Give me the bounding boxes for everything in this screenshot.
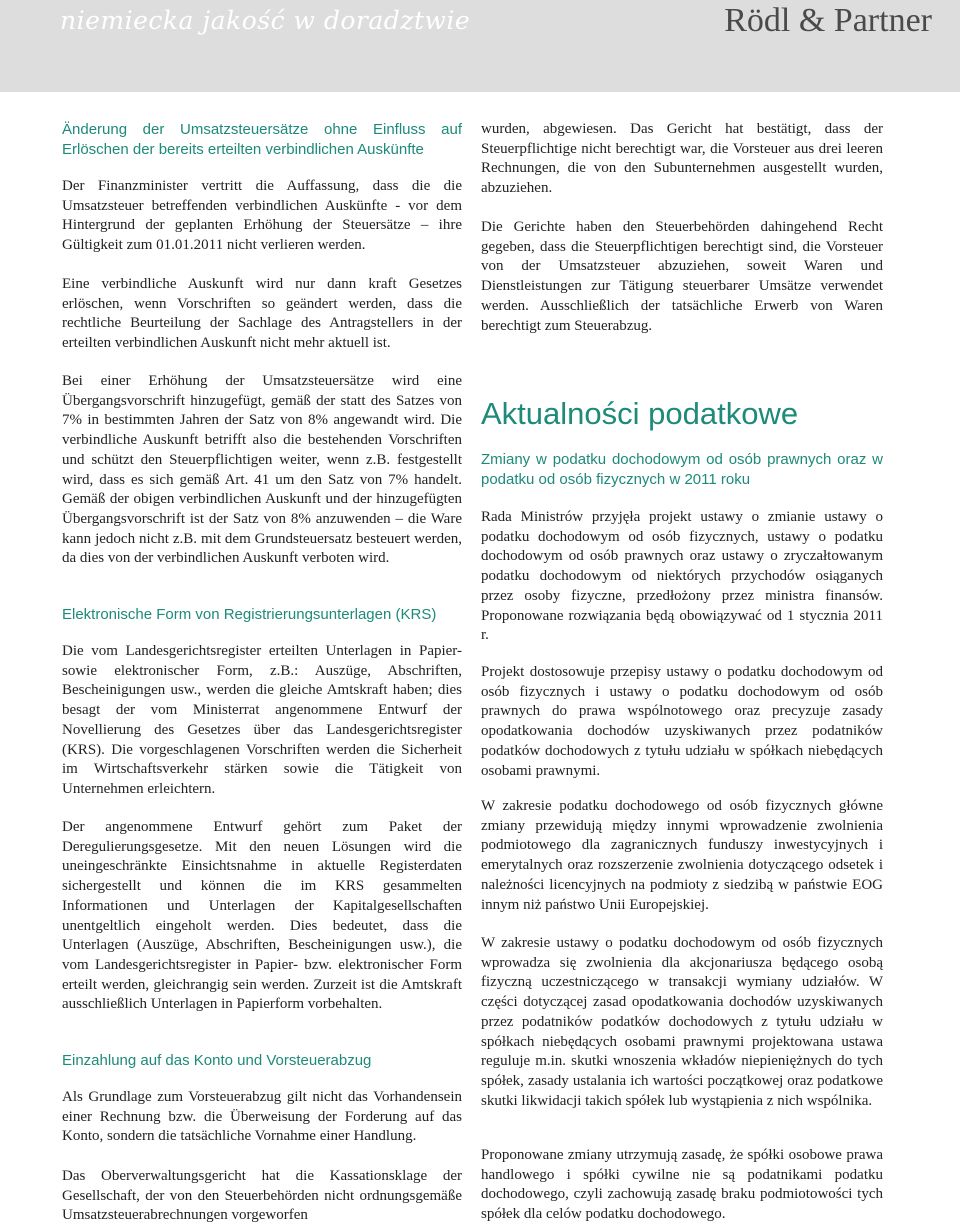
paragraph: Das Oberverwaltungsgericht hat die Kassationsklage der Gesellschaft, der von den Steuerbehörden nicht ordnungsgemäße Umsatzsteuerabrechnungen vorgeworfen bbox=[62, 1168, 462, 1224]
section-heading-input-tax: Einzahlung auf das Konto und Vorsteuerabzug bbox=[62, 1052, 372, 1069]
header-tagline: niemiecka jakość w doradztwie bbox=[60, 6, 471, 35]
page-header bbox=[0, 0, 960, 92]
paragraph: Die vom Landesgerichtsregister erteilten Unterlagen in Papier- sowie elektronischer Form, z.B.: Auszüge, Abschriften, Bescheinigungen usw., werden die gleiche Amtskraft haben; dies besagt der vom Ministerrat angenommene Entwurf der Novellierung des Gesetzes über das Landesgerichtsregister (KRS). Die vorgeschlagenen Vorschriften werden die Sicherheit im Wirtschaftsverkehr stärken sowie die Tätigkeit von Unternehmen erleichtern. bbox=[62, 643, 462, 797]
paragraph: Die Gerichte haben den Steuerbehörden dahingehend Recht gegeben, dass die Steuerpflichtigen berechtigt sind, die Vorsteuer von der Umsatzsteuer abzuziehen, soweit Waren und Dienstleistungen zur Tätigung steuerbarer Umsätze verwendet werden. Ausschließlich der tatsächliche Erwerb von Waren berechtigt zum Steuerabzug. bbox=[481, 219, 883, 334]
paragraph: W zakresie ustawy o podatku dochodowym od osób fizycznych wprowadza się zwolnienia dla akcjonariusza będącego osobą fizyczną uczestniczącego w transakcji wymiany udziałów. W części dotyczącej zasad opodatkowania dochodów uzyskiwanych przez podatników podatków dochodowych z tytułu udziału w spółkach niebędących osobami prawnymi projektowana ustawa reguluje m.in. skutki wnoszenia wkładów niepieniężnych do tych spółek, zasady ustalania ich wartości początkowej oraz podatkowe skutki likwidacji takich spółek lub wystąpienia z nich wspólnika. bbox=[481, 935, 883, 1109]
section-heading-vat-rates: Änderung der Umsatzsteuersätze ohne Einfluss auf Erlöschen der bereits erteilten verbindlichen Auskünfte bbox=[62, 121, 462, 158]
paragraph: Der angenommene Entwurf gehört zum Paket der Deregulierungsgesetze. Mit den neuen Lösungen wird die uneingeschränkte Einsichtsnahme in aktuelle Registerdaten sichergestellt und können die im KRS gesammelten Informationen und Unterlagen der Kapitalgesellschaften unentgeltlich eingeholt werden. Dies bedeutet, dass die Unterlagen (Auszüge, Abschriften, Bescheinigungen usw.), die vom Landesgerichtsregister in Papier- bzw. elektronischer Form erteilt werden, gleichrangig sein werden. Zurzeit ist die Amtskraft ausschließlich Unterlagen in Papierform vorbehalten. bbox=[62, 819, 462, 1013]
section-title-tax-news: Aktualności podatkowe bbox=[481, 396, 799, 431]
paragraph: wurden, abgewiesen. Das Gericht hat bestätigt, dass der Steuerpflichtige nicht berechtigt war, die Vorsteuer aus drei leeren Rechnungen, die von den Subunternehmen ausgestellt wurden, abzuziehen. bbox=[481, 121, 883, 197]
paragraph: Der Finanzminister vertritt die Auffassung, dass die die Umsatzsteuer betreffenden verbindlichen Auskünfte - vor dem Hintergrund der geplanten Erhöhung der Steuersätze – ihre Gültigkeit zum 01.01.2011 nicht verlieren werden. bbox=[62, 178, 462, 254]
paragraph: W zakresie podatku dochodowego od osób fizycznych główne zmiany przewidują między innymi wprowadzenie zwolnienia podmiotowego dla zagranicznych funduszy inwestycyjnych i emerytalnych oraz rozszerzenie zwolnienia dotyczącego odsetek i należności licencyjnych na podmioty z siedzibą w państwie EOG innym niż państwo Unii Europejskiej. bbox=[481, 798, 883, 913]
section-heading-krs: Elektronische Form von Registrierungsunterlagen (KRS) bbox=[62, 606, 437, 623]
paragraph: Eine verbindliche Auskunft wird nur dann kraft Gesetzes erlöschen, wenn Vorschriften so geändert werden, dass die rechtliche Beurteilung der Sachlage des Antragstellers in der erteilten verbindlichen Auskunft nicht mehr aktuell ist. bbox=[62, 276, 462, 352]
brand-logo-text: Rödl & Partner bbox=[724, 2, 932, 39]
section-subtitle: Zmiany w podatku dochodowym od osób prawnych oraz w podatku od osób fizycznych w 2011 roku bbox=[481, 451, 883, 488]
paragraph: Bei einer Erhöhung der Umsatzsteuersätze wird eine Übergangsvorschrift hinzugefügt, gemäß der statt des Satzes von 7% in bestimmten Jahren der Satz von 8% angewandt wird. Die verbindliche Auskunft betrifft also die bestehenden Vorschriften und schützt den Steuerpflichtigen weiter, wenn z.B. festgestellt wird, dass es sich gemäß Art. 41 um den Satz von 7% handelt. Gemäß der obigen verbindlichen Auskunft und der hinzugefügten Übergangsvorschrift ist der Satz von 8% anzuwenden – die Ware kann jedoch nicht z.B. mit dem Grundsteuersatz besteuert werden, da dies von der verbindlichen Auskunft verboten wird. bbox=[62, 373, 462, 567]
paragraph: Projekt dostosowuje przepisy ustawy o podatku dochodowym od osób fizycznych i ustawy o podatku dochodowym od osób prawnych do prawa wspólnotowego oraz precyzuje zasady opodatkowania dochodów uzyskiwanych przez podatników podatków dochodowych z tytułu udziału w spółkach niebędących osobami prawnymi. bbox=[481, 664, 883, 779]
paragraph: Rada Ministrów przyjęła projekt ustawy o zmianie ustawy o podatku dochodowym od osób fizycznych, ustawy o podatku dochodowym od osób prawnych oraz ustawy o zryczałtowanym podatku dochodowym od niektórych przychodów osiąganych przez osoby fizyczne, przedłożony przez ministra finansów. Proponowane rozwiązania będą obowiązywać od 1 stycznia 2011 r. bbox=[481, 509, 883, 644]
paragraph: Als Grundlage zum Vorsteuerabzug gilt nicht das Vorhandensein einer Rechnung bzw. die Überweisung der Forderung auf das Konto, sondern die tatsächliche Vornahme einer Handlung. bbox=[62, 1089, 462, 1145]
paragraph: Proponowane zmiany utrzymują zasadę, że spółki osobowe prawa handlowego i spółki cywilne nie są podatnikami podatku dochodowego, czyli zachowują zasadę braku podmiotowości tych spółek dla celów podatku dochodowego. bbox=[481, 1147, 883, 1223]
